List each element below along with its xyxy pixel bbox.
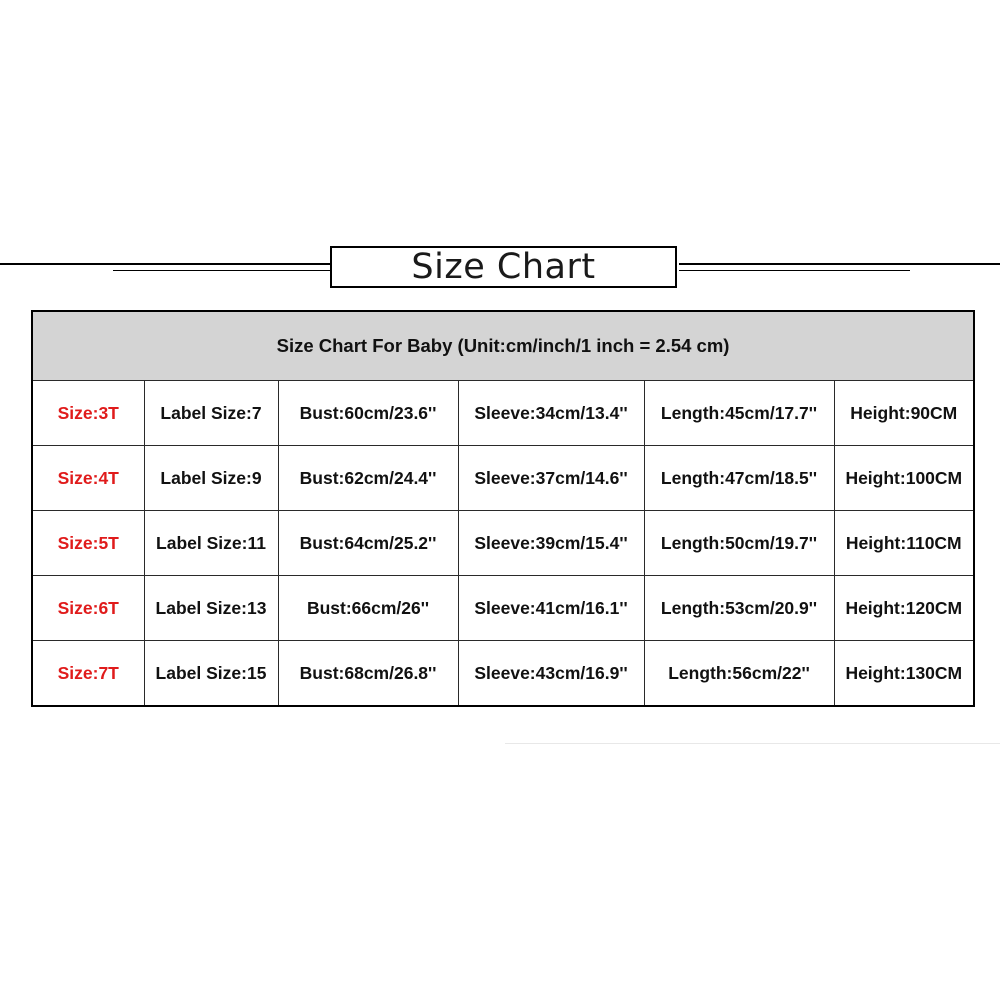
length-cell: Length:45cm/17.7''	[644, 381, 834, 446]
size-cell: Size:3T	[32, 381, 144, 446]
title-banner	[330, 246, 677, 288]
sleeve-cell: Sleeve:41cm/16.1''	[458, 576, 644, 641]
bust-cell: Bust:62cm/24.4''	[278, 446, 458, 511]
bust-cell: Bust:68cm/26.8''	[278, 641, 458, 707]
sleeve-cell: Sleeve:34cm/13.4''	[458, 381, 644, 446]
size-chart-table	[31, 310, 975, 707]
title-decoration-line-left	[0, 263, 330, 265]
height-cell: Height:130CM	[834, 641, 974, 707]
length-cell: Length:50cm/19.7''	[644, 511, 834, 576]
sleeve-cell: Sleeve:43cm/16.9''	[458, 641, 644, 707]
length-cell: Length:47cm/18.5''	[644, 446, 834, 511]
label-size-cell: Label Size:15	[144, 641, 278, 707]
sleeve-cell: Sleeve:37cm/14.6''	[458, 446, 644, 511]
size-cell: Size:5T	[32, 511, 144, 576]
height-cell: Height:90CM	[834, 381, 974, 446]
table-row	[32, 381, 974, 446]
table-row	[32, 511, 974, 576]
bust-cell: Bust:60cm/23.6''	[278, 381, 458, 446]
title-decoration-line-right	[679, 263, 1000, 265]
title-decoration-line-left-inner	[113, 270, 330, 271]
height-cell: Height:100CM	[834, 446, 974, 511]
label-size-cell: Label Size:9	[144, 446, 278, 511]
height-cell: Height:110CM	[834, 511, 974, 576]
length-cell: Length:53cm/20.9''	[644, 576, 834, 641]
table-header-row	[32, 311, 974, 381]
length-cell: Length:56cm/22''	[644, 641, 834, 707]
bust-cell: Bust:64cm/25.2''	[278, 511, 458, 576]
table-header: Size Chart For Baby (Unit:cm/inch/1 inch = 2.54 cm)	[32, 311, 974, 381]
size-cell: Size:4T	[32, 446, 144, 511]
sleeve-cell: Sleeve:39cm/15.4''	[458, 511, 644, 576]
table-row	[32, 576, 974, 641]
bust-cell: Bust:66cm/26''	[278, 576, 458, 641]
table-row	[32, 446, 974, 511]
page-title: Size Chart	[411, 246, 596, 287]
title-decoration-line-right-inner	[679, 270, 910, 271]
size-cell: Size:6T	[32, 576, 144, 641]
table-row	[32, 641, 974, 707]
label-size-cell: Label Size:11	[144, 511, 278, 576]
divider	[505, 743, 1000, 744]
label-size-cell: Label Size:13	[144, 576, 278, 641]
size-cell: Size:7T	[32, 641, 144, 707]
label-size-cell: Label Size:7	[144, 381, 278, 446]
height-cell: Height:120CM	[834, 576, 974, 641]
